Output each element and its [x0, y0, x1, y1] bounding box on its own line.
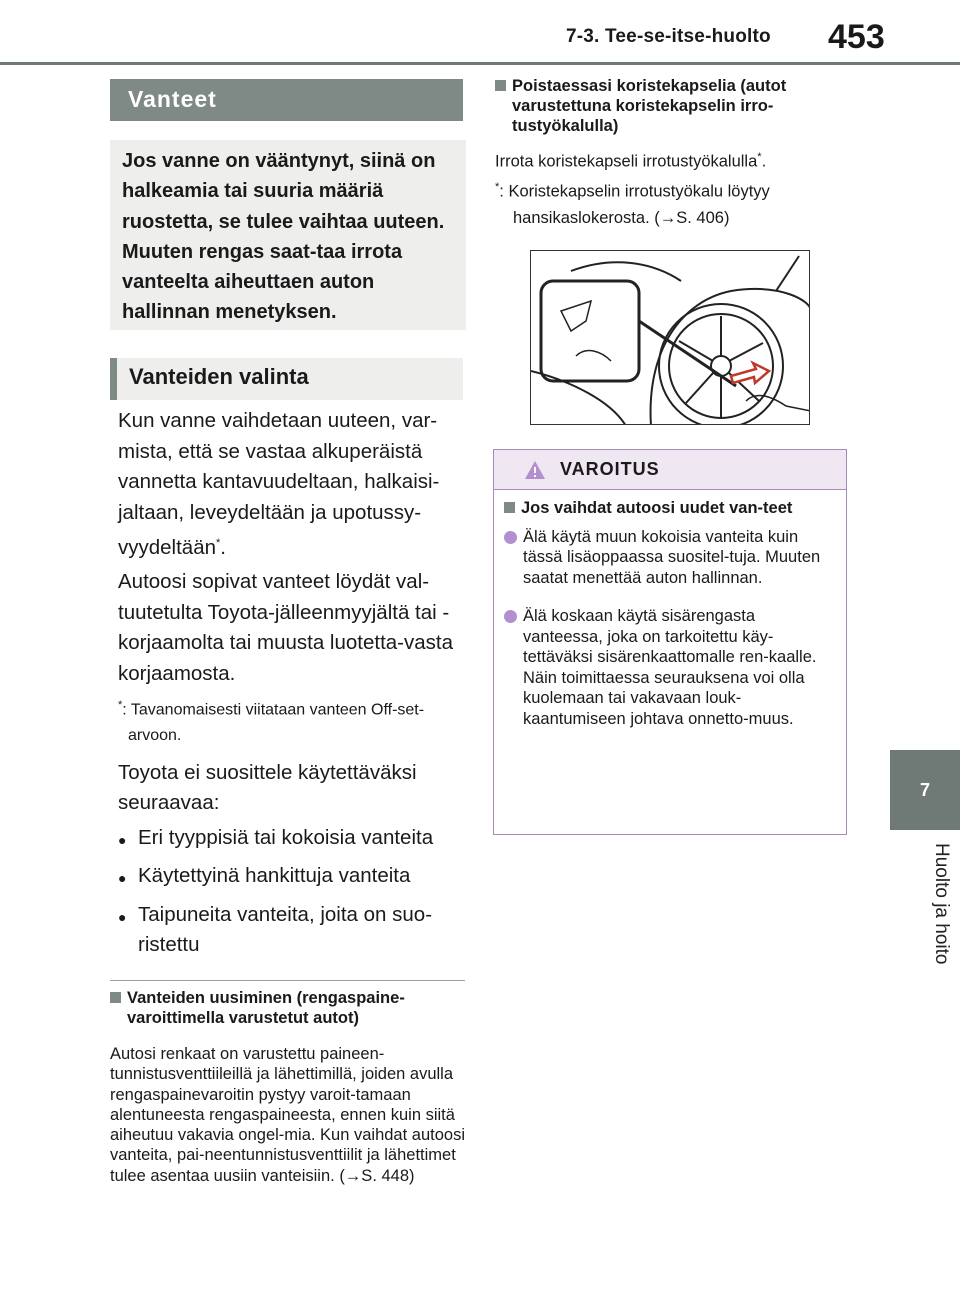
hubcap-removal-illustration — [530, 250, 810, 425]
warning-item: Älä käytä muun kokoisia vanteita kuin tässä lisäoppaassa suositel-tuja. Muuten saatat menettää auton hallinnan. — [504, 527, 836, 589]
header-rule — [0, 62, 960, 65]
footnote: *: Tavanomaisesti viitataan vanteen Off-set-arvoon. — [118, 699, 425, 744]
list-item: ● Käytettyinä hankittuja vanteita — [118, 861, 466, 894]
list-item: ● Eri tyyppisiä tai kokoisia vanteita — [118, 823, 466, 856]
subsection-heading: Poistaessasi koristekapselia (autot varustettuna koristekapselin irro-tustyökalulla) — [495, 76, 845, 136]
paragraph-1: Kun vanne vaihdetaan uuteen, var-mista, että se vastaa alkuperäistä vannetta kantavuudeltaan, halkaisi-jaltaan, leveydeltään ja upotussy-vyydeltään*. — [118, 409, 440, 559]
body-right — [495, 145, 845, 232]
square-icon — [504, 502, 515, 513]
bullet-icon: ● — [118, 908, 127, 925]
intro-box: Jos vanne on vääntynyt, siinä on halkeamia tai suuria määriä ruostetta, se tulee vaihtaa uuteen. Muuten rengas saat-taa irrota vanteelta aiheuttaen auton hallinnan menetyksen. — [110, 140, 466, 330]
subsection-rule — [110, 980, 465, 981]
body-left — [118, 406, 466, 967]
chapter-tab — [890, 750, 960, 830]
paragraph-3: Toyota ei suosittele käytettäväksi seuraavaa: — [118, 760, 417, 815]
square-icon — [110, 992, 121, 1003]
bullet-icon — [504, 531, 517, 544]
warning-header: VAROITUS — [494, 450, 846, 490]
heading-vanteet: Vanteet — [110, 79, 463, 121]
chapter-number: 7 — [919, 779, 930, 800]
paragraph-irrota: Irrota koristekapseli irrotustyökalulla*. — [495, 151, 767, 171]
heading-vanteiden-valinta: Vanteiden valinta — [110, 358, 463, 400]
section-title: 7-3. Tee-se-itse-huolto — [566, 26, 771, 47]
subsection-text: Autosi renkaat on varustettu paineen-tunnistusventtiileillä ja lähettimillä, joiden avulla rengaspainevaroitin pystyy varoit-tamaan alentuneesta rengaspaineesta, ennen kuin siitä aiheutuu vakavia ongel-mia. Kun vaihdat autoosi vanteita, pai-neentunnistusventtiilit ja lähettimet tulee asentaa uusiin vanteisiin. (→S. 448) — [110, 1045, 465, 1185]
bullet-icon: ● — [118, 831, 127, 848]
paragraph-2: Autoosi sopivat vanteet löydät val-tuutetulta Toyota-jälleenmyyjältä tai -korjaamolta tai muusta luotetta-vasta korjaamosta. — [118, 570, 453, 685]
warning-heading: Jos vaihdat autoosi uudet van-teet — [504, 498, 836, 519]
warning-item: Älä koskaan käytä sisärengasta vanteessa, joka on tarkoitettu käy-tettäväksi sisärenkaattomalle ren-kaalle. Näin toimittaessa seurauksena voi olla kuolemaan tai vakavaan louk-kaantumiseen johtava onnetto-muus. — [504, 606, 836, 729]
warning-box — [493, 449, 847, 835]
list-item: ● Taipuneita vanteita, joita on suo-ristettu — [118, 900, 466, 961]
subsection-heading: Vanteiden uusiminen (rengaspaine-varoittimella varustetut autot) — [110, 988, 466, 1028]
subsection-rengaspaine — [110, 988, 466, 1186]
page-number: 453 — [828, 18, 885, 56]
footnote: *: Koristekapselin irrotustyökalu löytyy hansikaslokerosta. (→S. 406) — [495, 180, 770, 227]
chapter-label: Huolto ja hoito — [931, 843, 952, 965]
subsection-koristekapseli — [495, 76, 845, 136]
bullet-icon — [504, 610, 517, 623]
warning-triangle-icon — [524, 460, 546, 480]
bullet-icon: ● — [118, 870, 127, 887]
square-icon — [495, 80, 506, 91]
